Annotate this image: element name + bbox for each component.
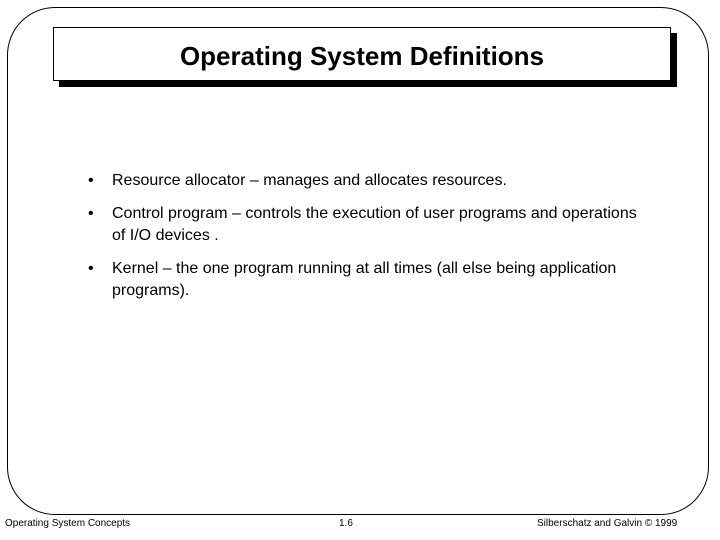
bullet-text: Control program – controls the execution of user programs and operations of I/O devices . — [112, 205, 637, 244]
bullet-text: Resource allocator – manages and allocates resources. — [112, 172, 507, 189]
bullet-list — [88, 170, 648, 313]
bullet-text: Kernel – the one program running at all times (all else being application programs). — [112, 260, 617, 299]
bullet-item — [88, 203, 648, 247]
footer-page-number: 1.6 — [339, 518, 353, 529]
bullet-item — [88, 170, 648, 192]
bullet-item — [88, 258, 648, 302]
bullet-icon: • — [88, 205, 94, 222]
bullet-icon: • — [88, 172, 94, 189]
bullet-icon: • — [88, 260, 94, 277]
footer-copyright: Silberschatz and Galvin © 1999 — [537, 518, 678, 529]
slide-title: Operating System Definitions — [179, 40, 545, 71]
title-box — [53, 27, 671, 81]
footer-course-title: Operating System Concepts — [5, 518, 131, 529]
